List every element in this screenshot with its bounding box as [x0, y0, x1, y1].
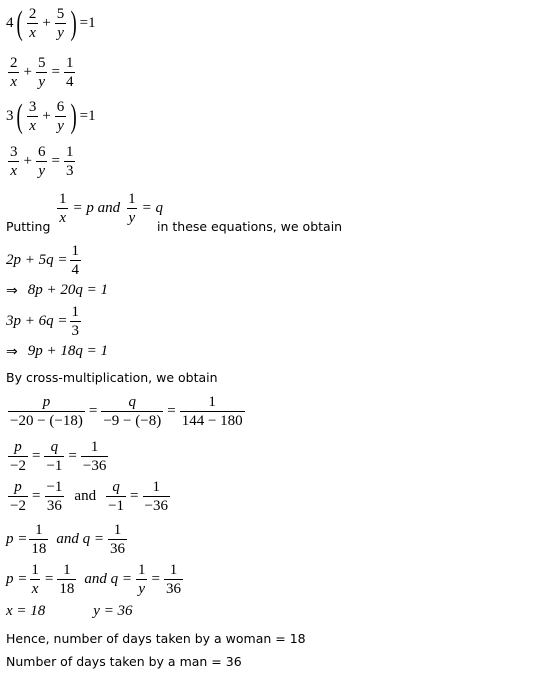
equals-sign: =	[88, 403, 98, 419]
fraction: $\frac{6}{y}$	[56, 99, 65, 134]
equals-sign: =	[31, 488, 41, 504]
fraction: $\frac{q}{-1}$	[108, 479, 125, 514]
substitution-p: = p and	[72, 200, 121, 216]
implies-icon: ⇒	[6, 343, 18, 360]
equation-9	[6, 394, 247, 429]
and-q: and q =	[56, 531, 104, 547]
equation-7	[6, 304, 83, 339]
fraction: $\frac{3}{x}$	[28, 99, 37, 134]
expression: 9p + 18q = 1	[27, 343, 108, 359]
fraction: $\frac{1}{x}$	[31, 562, 39, 597]
equation-2	[6, 55, 77, 90]
and-q: and q =	[84, 571, 132, 587]
fraction: $\frac{5}{y}$	[37, 55, 46, 90]
equation-4	[6, 144, 77, 179]
coefficient: 4	[6, 15, 14, 31]
equation-8	[6, 343, 108, 360]
putting-label: Putting	[6, 219, 51, 234]
fraction: $\frac{1}{144 - 180}$	[181, 394, 243, 429]
fraction: $\frac{1}{3}$	[65, 144, 74, 179]
expression: 8p + 20q = 1	[27, 282, 108, 298]
fraction: $\frac{2}{x}$	[28, 6, 37, 41]
equation-12	[6, 522, 129, 557]
fraction: $\frac{-1}{36}$	[46, 479, 63, 514]
fraction: $\frac{1}{4}$	[65, 55, 74, 90]
lhs: p =	[6, 531, 28, 547]
fraction: $\frac{p}{-20 - (-18)}$	[10, 394, 83, 429]
fraction: $\frac{1}{4}$	[71, 243, 79, 278]
fraction: $\frac{1}{y}$	[137, 562, 146, 597]
fraction: $\frac{3}{x}$	[10, 144, 18, 179]
equals-sign: =	[51, 64, 60, 80]
result-man: Number of days taken by a man = 36	[6, 654, 242, 669]
plus-sign: +	[23, 153, 32, 169]
equals-sign: =	[130, 488, 139, 504]
fraction: $\frac{q}{-1}$	[46, 439, 63, 474]
fraction: $\frac{2}{x}$	[10, 55, 18, 90]
equation-3	[6, 99, 96, 134]
equation-1	[6, 6, 96, 41]
left-paren: (	[16, 97, 23, 135]
fraction: $\frac{1}{18}$	[59, 562, 75, 597]
fraction: $\frac{p}{-2}$	[10, 439, 26, 474]
equation-13	[6, 562, 185, 597]
fraction: $\frac{1}{36}$	[110, 522, 125, 557]
substitution	[55, 191, 165, 226]
fraction: $\frac{q}{-9 - (-8)}$	[103, 394, 162, 429]
putting-tail: in these equations, we obtain	[157, 219, 343, 234]
equation-6	[6, 282, 108, 299]
fraction: $\frac{p}{-2}$	[10, 479, 26, 514]
equals-sign: =	[44, 571, 54, 587]
rhs: =1	[79, 15, 96, 31]
right-paren: )	[70, 97, 78, 135]
fraction: $\frac{1}{18}$	[31, 522, 47, 557]
equals-sign: =	[31, 448, 41, 464]
left-paren: (	[16, 4, 23, 42]
rhs: =1	[79, 108, 96, 124]
x-value: x = 18	[6, 603, 46, 619]
equation-10	[6, 439, 110, 474]
lhs: 3p + 6q =	[6, 313, 68, 329]
equals-sign: =	[151, 571, 160, 587]
fraction: $\frac{1}{36}$	[165, 562, 181, 597]
lhs: 2p + 5q =	[6, 252, 68, 268]
fraction: $\frac{1}{y}$	[128, 191, 136, 226]
result-woman: Hence, number of days taken by a woman = 18	[6, 631, 306, 646]
fraction: $\frac{1}{-36}$	[82, 439, 107, 474]
equals-sign: =	[167, 403, 176, 419]
plus-sign: +	[42, 15, 51, 31]
equation-5	[6, 243, 83, 278]
right-paren: )	[70, 4, 78, 42]
fraction: $\frac{6}{y}$	[37, 144, 46, 179]
lhs: p =	[6, 571, 28, 587]
fraction: $\frac{1}{x}$	[59, 191, 67, 226]
equals-sign: =	[51, 153, 60, 169]
equals-sign: =	[68, 448, 77, 464]
fraction: $\frac{5}{y}$	[56, 6, 65, 41]
plus-sign: +	[42, 108, 51, 124]
y-value: y = 36	[93, 603, 133, 619]
fraction: $\frac{1}{-36}$	[144, 479, 168, 514]
cross-multiplication-text: By cross-multiplication, we obtain	[6, 370, 218, 385]
substitution-q: = q	[141, 200, 163, 216]
equation-14	[6, 603, 133, 620]
plus-sign: +	[23, 64, 32, 80]
equation-11	[6, 479, 172, 514]
implies-icon: ⇒	[6, 282, 18, 299]
fraction: $\frac{1}{3}$	[71, 304, 79, 339]
and-word: and	[74, 488, 97, 504]
coefficient: 3	[6, 108, 14, 124]
